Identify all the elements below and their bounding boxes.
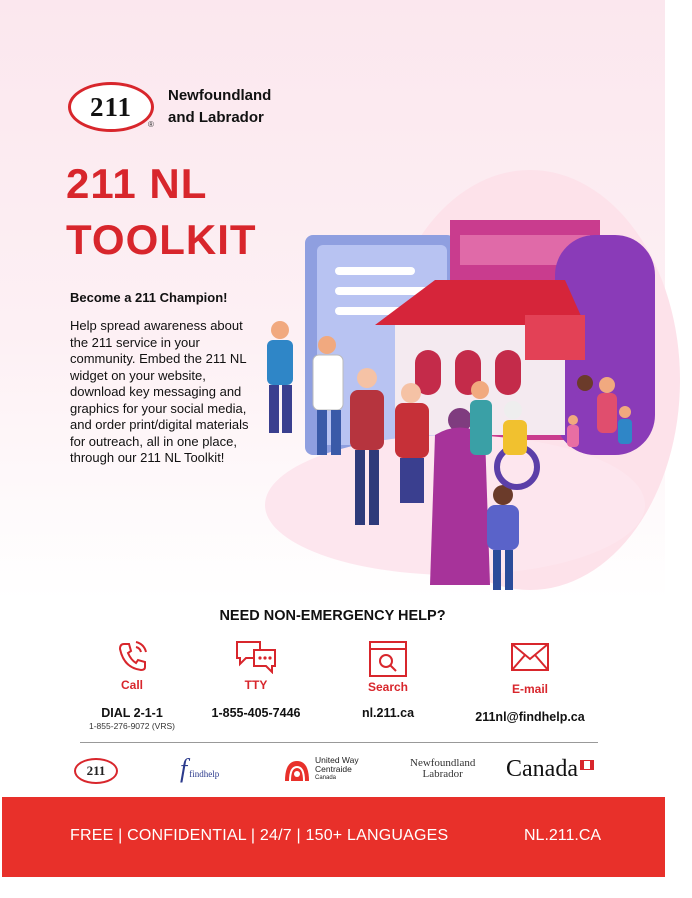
envelope-icon xyxy=(470,642,590,678)
contact-email xyxy=(470,642,590,724)
community-illustration xyxy=(255,205,655,600)
partner-211-logo xyxy=(74,758,118,784)
contact-call xyxy=(84,638,180,731)
org-line-2: and Labrador xyxy=(168,109,264,126)
canada-flag-icon xyxy=(580,760,594,770)
tty-label: TTY xyxy=(244,678,268,692)
canada-wordmark: Canada xyxy=(506,756,578,782)
call-value: DIAL 2-1-1 xyxy=(101,706,163,720)
footer-tagline: FREE | CONFIDENTIAL | 24/7 | 150+ LANGUAGES xyxy=(70,827,449,844)
title-line-2: TOOLKIT xyxy=(66,216,257,263)
findhelp-text: findhelp xyxy=(189,769,220,779)
nl-line-1: Newfoundland xyxy=(410,757,476,769)
tty-value: 1-855-405-7446 xyxy=(211,706,301,720)
partner-logos xyxy=(0,750,665,794)
united-way-text xyxy=(315,756,359,783)
search-label: Search xyxy=(367,680,409,694)
united-way-icon xyxy=(283,757,311,783)
email-label: E-mail xyxy=(511,682,548,696)
logo-number: 211 xyxy=(89,91,132,122)
title-line-1: 211 NL xyxy=(66,160,208,207)
211-logo xyxy=(68,82,271,132)
211-oval-mark xyxy=(68,82,154,132)
call-vrs: 1-855-276-9072 (VRS) xyxy=(89,721,175,731)
subheading: Become a 211 Champion! xyxy=(70,290,228,305)
phone-icon xyxy=(84,638,180,674)
findhelp-logo xyxy=(180,754,219,784)
org-line-1: Newfoundland xyxy=(168,87,272,104)
tty-chat-icon xyxy=(204,638,308,674)
footer-bar xyxy=(2,797,665,877)
logo-org-name xyxy=(168,85,271,129)
help-heading: NEED NON-EMERGENCY HELP? xyxy=(219,608,446,624)
divider xyxy=(80,742,598,743)
registered-mark: ® xyxy=(148,120,154,129)
search-value: nl.211.ca xyxy=(361,706,415,720)
findhelp-f: f xyxy=(180,754,188,783)
uw-line-1: United Way xyxy=(315,755,359,765)
uw-line-3: Canada xyxy=(315,775,337,781)
footer-url[interactable]: NL.211.CA xyxy=(524,827,602,844)
email-value: 211nl@findhelp.ca xyxy=(475,710,585,724)
contact-tty xyxy=(204,638,308,720)
body-paragraph: Help spread awareness about the 211 service in your community. Embed the 211 NL widget on your website, download key messaging and graphics for your social media, and order print/digital materials for outreach, all in one place, through our 211 NL Toolkit! xyxy=(70,318,249,465)
call-label: Call xyxy=(120,678,143,692)
contact-search xyxy=(342,640,434,720)
united-way-logo xyxy=(283,756,359,783)
uw-line-2: Centraide xyxy=(315,764,352,774)
search-browser-icon xyxy=(342,640,434,676)
nl-line-2: Labrador xyxy=(422,768,463,780)
partner-211-text: 211 xyxy=(86,763,106,778)
page-title xyxy=(66,156,257,268)
nl-government-logo xyxy=(410,758,475,780)
